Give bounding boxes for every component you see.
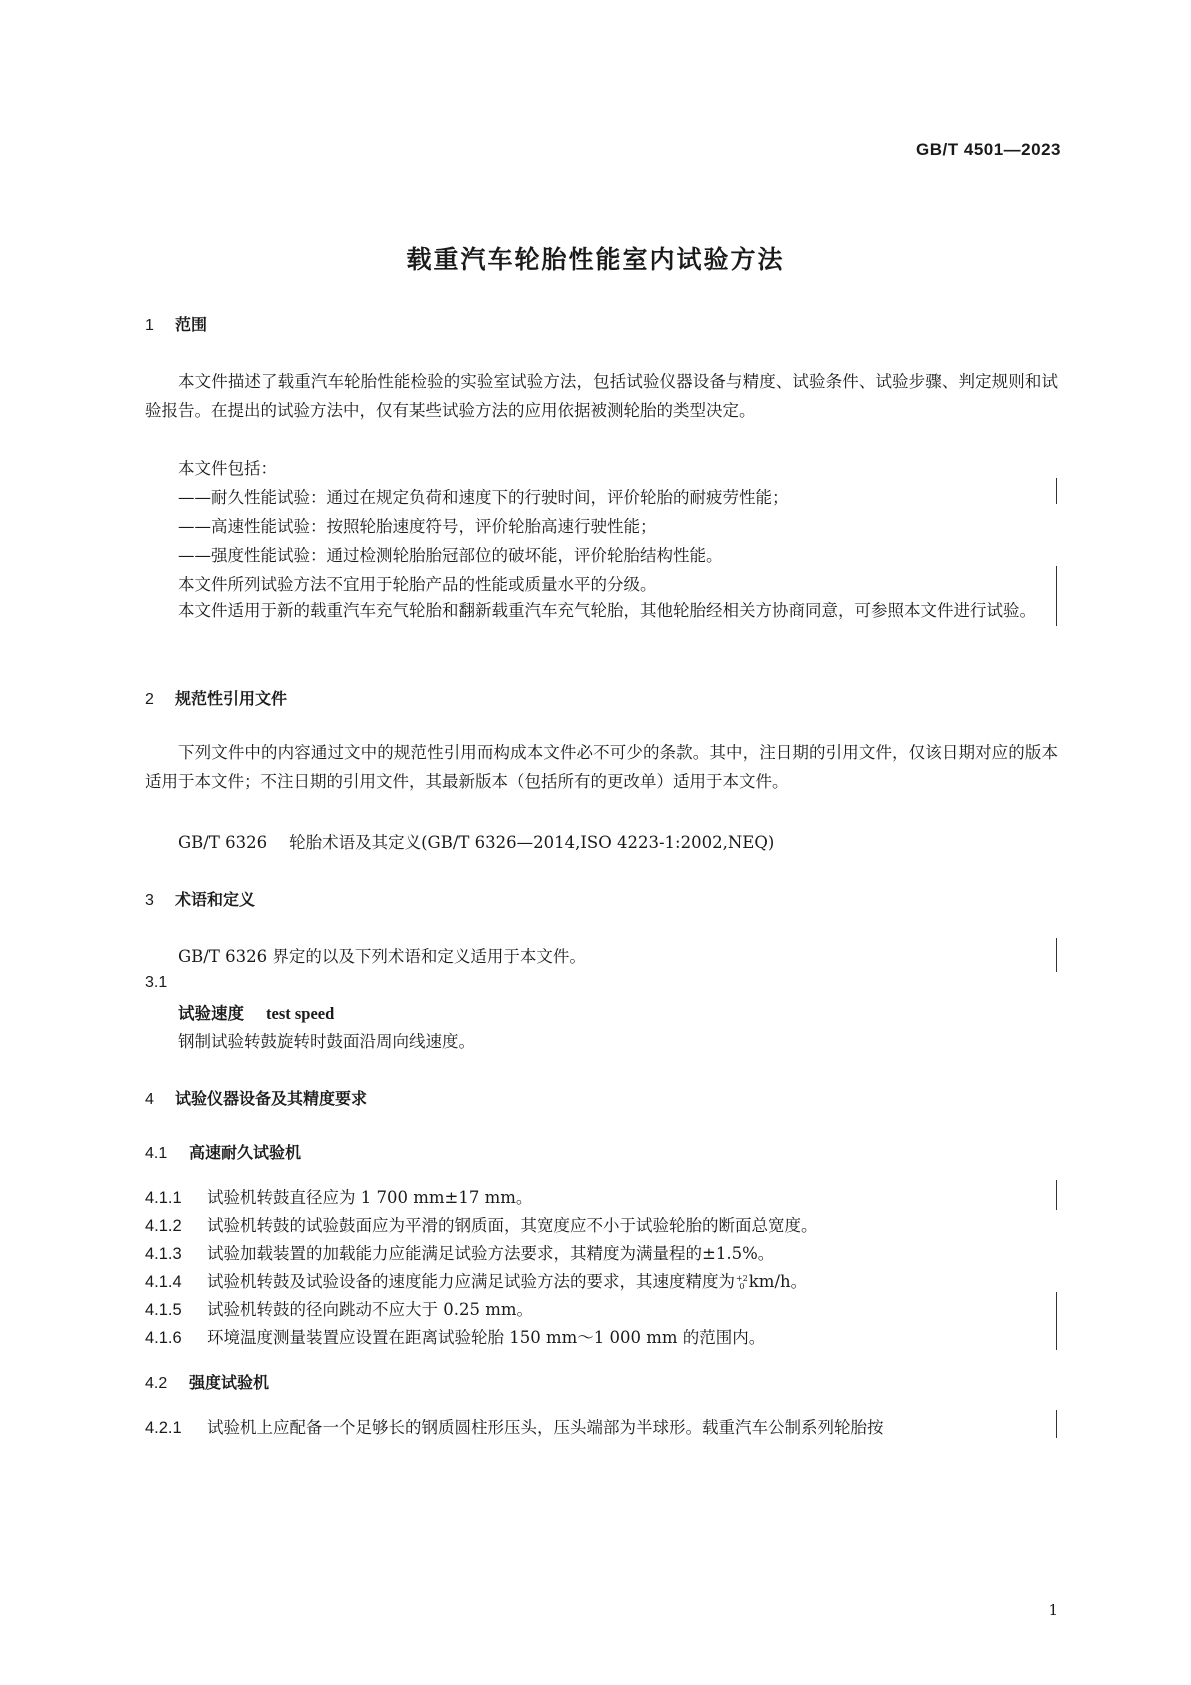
clause-number: 4.2.1	[145, 1419, 182, 1437]
clause-number: 4.1.4	[145, 1273, 182, 1291]
change-bar	[1056, 1180, 1057, 1210]
terms-intro: GB/T 6326 界定的以及下列术语和定义适用于本文件。	[178, 947, 586, 966]
clause-text: 试验加载装置的加载能力应能满足试验方法要求，其精度为满量程的±1.5%。	[207, 1244, 775, 1263]
scope-paragraph: 本文件描述了载重汽车轮胎性能检验的实验室试验方法，包括试验仪器设备与精度、试验条件、试验步骤、判定规则和试验报告。在提出的试验方法中，仅有某些试验方法的应用依据被测轮胎的类型决定。	[145, 372, 1058, 420]
subsection-number: 4.2	[145, 1375, 168, 1392]
clause-4-2-1	[145, 1414, 884, 1438]
term-english: test speed	[266, 1004, 335, 1023]
term-definition: 钢制试验转鼓旋转时鼓面沿周向线速度。	[178, 1032, 475, 1051]
section-2-heading	[145, 686, 287, 709]
clause-4-1-1	[145, 1184, 532, 1208]
section-title: 术语和定义	[175, 890, 256, 909]
tolerance-upper: +2	[736, 1273, 748, 1283]
subsection-title: 高速耐久试验机	[189, 1143, 302, 1162]
clause-text: 试验机转鼓直径应为 1 700 mm±17 mm。	[207, 1188, 533, 1207]
clause-4-1-5	[145, 1296, 533, 1320]
clause-4-1-3	[145, 1240, 774, 1264]
tolerance-fraction	[736, 1275, 748, 1291]
clause-number: 4.1.5	[145, 1301, 182, 1319]
section-3-heading	[145, 887, 255, 910]
subsection-title: 强度试验机	[189, 1373, 270, 1392]
section-title: 范围	[175, 315, 208, 334]
page-number: 1	[1048, 1601, 1058, 1619]
document-title: 载重汽车轮胎性能室内试验方法	[406, 245, 785, 274]
references-paragraph: 下列文件中的内容通过文中的规范性引用而构成本文件必不可少的条款。其中，注日期的引用文件，仅该日期对应的版本适用于本文件；不注日期的引用文件，其最新版本（包括所有的更改单）适用于本文件。	[145, 743, 1058, 791]
change-bar	[1056, 1410, 1057, 1438]
clause-unit: km/h。	[748, 1272, 808, 1291]
scope-item-high-speed: ——高速性能试验：按照轮胎速度符号，评价轮胎高速行驶性能；	[178, 517, 657, 536]
section-number: 4	[145, 1091, 154, 1108]
change-bar	[1056, 938, 1057, 972]
scope-applicability: 本文件适用于新的载重汽车充气轮胎和翻新载重汽车充气轮胎，其他轮胎经相关方协商同意，可参照本文件进行试验。	[178, 601, 1036, 620]
clause-text: 试验机转鼓的试验鼓面应为平滑的钢质面，其宽度应不小于试验轮胎的断面总宽度。	[207, 1216, 818, 1235]
section-title: 规范性引用文件	[175, 689, 288, 708]
section-number: 3	[145, 892, 154, 909]
section-number: 1	[145, 317, 154, 334]
clause-4-1-4	[145, 1268, 807, 1292]
scope-grading-note: 本文件所列试验方法不宜用于轮胎产品的性能或质量水平的分级。	[178, 575, 657, 594]
clause-text: 环境温度测量装置应设置在距离试验轮胎 150 mm～1 000 mm 的范围内。	[207, 1328, 766, 1347]
change-bar	[1056, 566, 1057, 626]
clause-4-1-6	[145, 1324, 765, 1348]
tolerance-lower: 0	[739, 1281, 745, 1291]
section-number: 2	[145, 691, 154, 708]
scope-item-strength: ——强度性能试验：通过检测轮胎胎冠部位的破坏能，评价轮胎结构性能。	[178, 546, 723, 565]
clause-4-1-2	[145, 1212, 818, 1236]
clause-text: 试验机上应配备一个足够长的钢质圆柱形压头，压头端部为半球形。载重汽车公制系列轮胎按	[207, 1418, 884, 1437]
reference-title: 轮胎术语及其定义(GB/T 6326—2014,ISO 4223-1:2002,NEQ)	[289, 833, 775, 852]
clause-number: 4.1.3	[145, 1245, 182, 1263]
section-title: 试验仪器设备及其精度要求	[175, 1089, 368, 1108]
term-number: 3.1	[145, 974, 168, 991]
section-4-heading	[145, 1086, 367, 1109]
term-chinese: 试验速度	[178, 1004, 244, 1023]
subsection-4-1-heading	[145, 1140, 301, 1163]
change-bar	[1056, 478, 1057, 504]
standard-code: GB/T 4501—2023	[916, 140, 1061, 159]
scope-includes: 本文件包括：	[178, 459, 277, 478]
reference-entry	[178, 829, 774, 853]
clause-number: 4.1.6	[145, 1329, 182, 1347]
subsection-4-2-heading	[145, 1370, 269, 1393]
clause-number: 4.1.1	[145, 1189, 182, 1207]
change-bar	[1056, 1292, 1057, 1350]
clause-number: 4.1.2	[145, 1217, 182, 1235]
section-1-heading	[145, 312, 207, 335]
clause-text: 试验机转鼓的径向跳动不应大于 0.25 mm。	[207, 1300, 534, 1319]
term-entry	[178, 1000, 334, 1024]
scope-item-endurance: ——耐久性能试验：通过在规定负荷和速度下的行驶时间，评价轮胎的耐疲劳性能；	[178, 488, 789, 507]
clause-text: 试验机转鼓及试验设备的速度能力应满足试验方法的要求，其速度精度为	[207, 1272, 735, 1291]
subsection-number: 4.1	[145, 1145, 168, 1162]
reference-code: GB/T 6326	[178, 833, 268, 852]
